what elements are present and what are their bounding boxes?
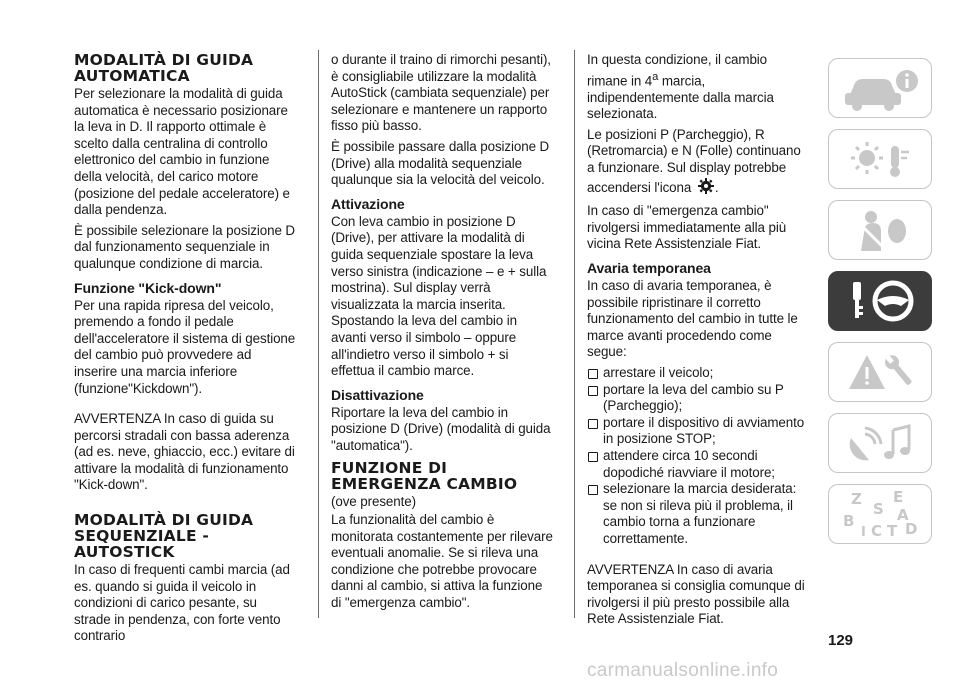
- heading-sequential-mode: MODALITÀ DI GUIDA SEQUENZIALE - AUTOSTICK: [74, 511, 254, 562]
- index-letter: B: [843, 512, 855, 530]
- tab-index[interactable]: [828, 484, 932, 544]
- satellite-music-icon: [835, 418, 925, 468]
- warning-triangle-wrench-icon: [835, 347, 925, 397]
- list-item: attendere circa 10 secondi dopodiché riavviare il motore;: [587, 448, 809, 481]
- paragraph-emergency: La funzionalità del cambio è monitorata costantemente per rilevare eventuali anomalie. Se si rileva una condizione che potrebbe provocare danni al cambio, si attiva la funzione di "emergenza cambio".: [331, 512, 553, 611]
- page-number: 129: [828, 632, 854, 649]
- alphabetical-index-icon: [835, 486, 925, 542]
- column-divider-2: [574, 50, 575, 618]
- key-steering-wheel-icon: [835, 276, 925, 326]
- index-letter: T: [887, 522, 898, 540]
- tab-knowing-the-car[interactable]: [828, 58, 932, 118]
- paragraph-warning-temporary: AVVERTENZA In caso di avaria temporanea si consiglia comunque di rivolgersi il più presto possibile alla Rete Assistenziale Fiat.: [587, 561, 805, 627]
- index-letter: E: [893, 488, 904, 506]
- tab-multimedia[interactable]: [828, 413, 932, 473]
- checkbox-bullet-icon: [588, 386, 598, 396]
- paragraph-sequential: In caso di frequenti cambi marcia (ad es. quando si guida il veicolo in condizioni di carico pesante, su strade in pendenza, con forte vento contrario: [74, 562, 290, 644]
- paragraph-warning-kick-down: AVVERTENZA In caso di guida su percorsi stradali con bassa aderenza (ad es. neve, ghiaccio, ecc.) evitare di attivare la modalità di funzionamento "Kick-down".: [74, 411, 295, 493]
- paragraph-temporary-fault: In caso di avaria temporanea, è possibile ripristinare il corretto funzionamento del cambio in tutte le marce avanti procedendo come segue:: [587, 278, 798, 360]
- gearbox-fault-icon: [697, 177, 715, 200]
- index-letter: C: [871, 522, 883, 540]
- index-letter: Z: [851, 490, 862, 508]
- paragraph-where-present: (ove presente): [331, 494, 416, 510]
- list-item: selezionare la marcia desiderata: se non si rileva più il problema, il cambio torna a funzionare correttamente.: [587, 481, 809, 547]
- tab-starting-driving[interactable]: [828, 271, 932, 331]
- warning-lights-icon: [835, 134, 925, 184]
- index-letter: S: [873, 500, 884, 518]
- paragraph-drive-to-sequential: È possibile passare dalla posizione D (Drive) alla modalità sequenziale qualunque sia la velocità del veicolo.: [331, 138, 550, 188]
- chapter-tabs-sidebar: [828, 58, 934, 555]
- seatbelt-airbag-icon: [835, 205, 925, 255]
- heading-temporary-fault: Avaria temporanea: [587, 260, 711, 276]
- paragraph-contact-dealer: In caso di "emergenza cambio" rivolgersi immediatamente alla più vicina Rete Assistenziale Fiat.: [587, 203, 787, 252]
- paragraph-activation: Con leva cambio in posizione D (Drive), per attivare la modalità di guida sequenziale spostare la leva verso sinistra (indicazione – e + sulla mostrina). Sul display verrà visualizzata la marcia inserita. Spostando la leva del cambio in avanti verso il simbolo – oppure all'indietro verso il simbolo + si effettua il cambio marce.: [331, 213, 547, 379]
- tab-safety[interactable]: [828, 200, 932, 260]
- heading-kick-down: Funzione "Kick-down": [74, 279, 222, 296]
- column-divider-1: [318, 50, 319, 618]
- paragraph-autostick-continued: o durante il traino di rimorchi pesanti), è consigliabile utilizzare la modalità AutoStick (cambiata sequenziale) per selezionare e mantenere un rapporto fisso più basso.: [331, 52, 551, 134]
- paragraph-positions: Le posizioni P (Parcheggio), R (Retromarcia) e N (Folle) continuano a funzionare. Sul display potrebbe accendersi l'icona .: [587, 127, 809, 199]
- heading-deactivation: Disattivazione: [331, 386, 424, 403]
- checkbox-bullet-icon: [588, 419, 598, 429]
- watermark: carmanualsonline.info: [587, 660, 779, 681]
- tab-instruments[interactable]: [828, 129, 932, 189]
- list-item: arrestare il veicolo;: [587, 365, 809, 382]
- heading-emergency-gearbox: FUNZIONE DI EMERGENZA CAMBIO: [331, 459, 518, 494]
- column-1: [74, 52, 296, 649]
- checkbox-bullet-icon: [588, 485, 598, 495]
- heading-automatic-mode: MODALITÀ DI GUIDA AUTOMATICA: [74, 51, 254, 85]
- paragraph-automatic-1: Per selezionare la modalità di guida automatica è necessario posizionare la leva in D. Il rapporto ottimale è scelto dalla centralina di controllo elettronico del cambio in funzione della velocità, del carico motore (posizione del pedale acceleratore) e dalla pendenza.: [74, 86, 290, 218]
- index-letter: I: [861, 525, 866, 540]
- list-item: portare il dispositivo di avviamento in posizione STOP;: [587, 415, 809, 448]
- paragraph-fourth-gear: In questa condizione, il cambio rimane in 4$^a$ marcia, indipendentemente dalla marcia selezionata.: [587, 52, 774, 122]
- paragraph-automatic-2: È possibile selezionare la posizione D dal funzionamento sequenziale in qualunque condizione di marcia.: [74, 222, 295, 271]
- paragraph-kick-down: Per una rapida ripresa del veicolo, premendo a fondo il pedale dell'acceleratore il sistema di gestione del cambio può provvedere ad inserire una marcia inferiore (funzione"Kickdown").: [74, 297, 296, 396]
- heading-activation: Attivazione: [331, 195, 405, 212]
- column-3: [587, 52, 809, 632]
- paragraph-deactivation: Riportare la leva del cambio in posizione D (Drive) (modalità di guida "automatica").: [331, 404, 551, 453]
- car-info-icon: [835, 63, 925, 113]
- index-letter: A: [897, 506, 909, 524]
- column-2: [331, 52, 553, 616]
- list-item: portare la leva del cambio su P (Parcheggio);: [587, 382, 809, 415]
- index-letter: D: [905, 520, 918, 538]
- checkbox-bullet-icon: [588, 452, 598, 462]
- checkbox-bullet-icon: [588, 369, 598, 379]
- tab-emergency[interactable]: [828, 342, 932, 402]
